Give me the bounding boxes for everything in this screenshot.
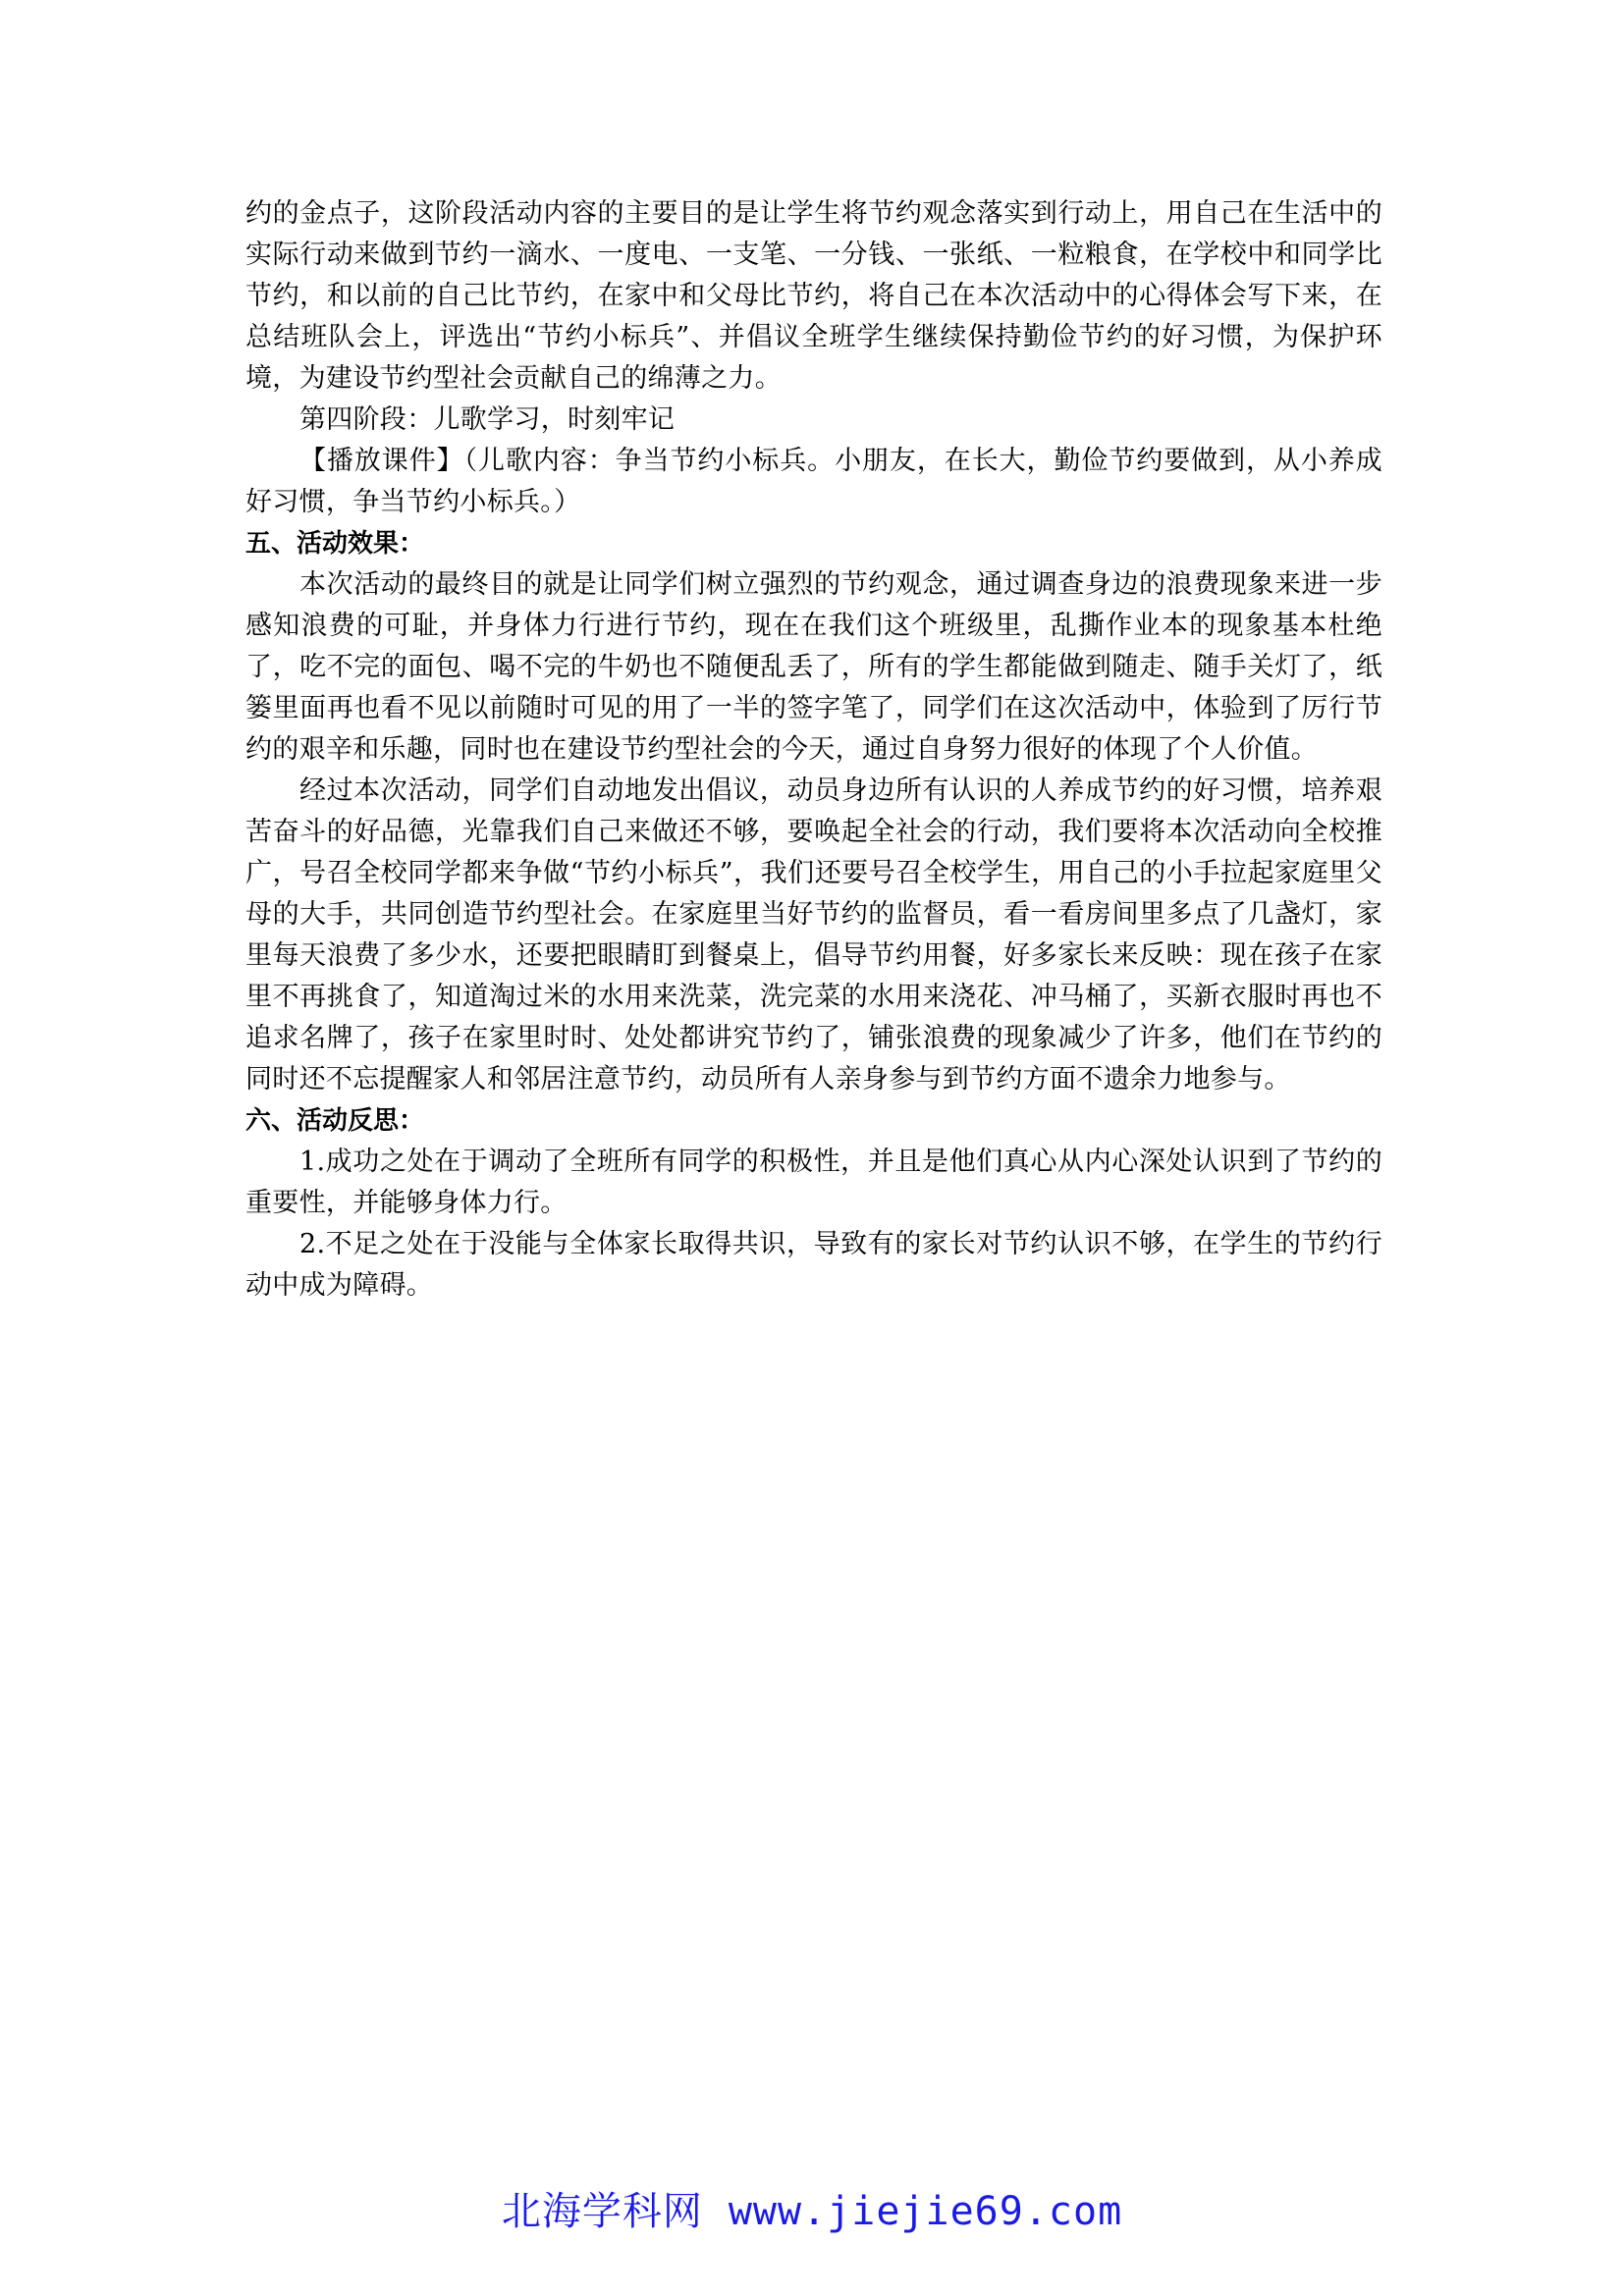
reflection-item-2: 2.不足之处在于没能与全体家长取得共识，导致有的家长对节约认识不够，在学生的节约行动中成为障碍。 xyxy=(245,1229,1382,1301)
effects-paragraph-1: 本次活动的最终目的就是让同学们树立强烈的节约观念，通过调查身边的浪费现象来进一步感知浪费的可耻，并身体力行进行节约，现在在我们这个班级里，乱撕作业本的现象基本杜绝了，吃不完的面包、喝不完的牛奶也不随便乱丢了，所有的学生都能做到随走、随手关灯了，纸篓里面再也看不见以前随时可见的用了一半的签字笔了，同学们在这次活动中，体验到了厉行节约的艰辛和乐趣，同时也在建设节约型社会的今天，通过自身努力很好的体现了个人价值。 xyxy=(245,569,1382,765)
section-heading-reflection: 六、活动反思： xyxy=(245,1106,425,1136)
paragraph-continued: 约的金点子，这阶段活动内容的主要目的是让学生将节约观念落实到行动上，用自己在生活中的实际行动来做到节约一滴水、一度电、一支笔、一分钱、一张纸、一粒粮食，在学校中和同学比节约，和以前的自己比节约，在家中和父母比节约，将自己在本次活动中的心得体会写下来，在总结班队会上，评选出“节约小标兵”、并倡议全班学生继续保持勤俭节约的好习惯，为保护环境，为建设节约型社会贡献自己的绵薄之力。 xyxy=(245,198,1382,394)
footer-site-name: 北海学科网 xyxy=(501,2189,703,2234)
effects-paragraph-2: 经过本次活动，同学们自动地发出倡议，动员身边所有认识的人养成节约的好习惯，培养艰苦奋斗的好品德，光靠我们自己来做还不够，要唤起全社会的行动，我们要将本次活动向全校推广，号召全校同学都来争做“节约小标兵”，我们还要号召全校学生，用自己的小手拉起家庭里父母的大手，共同创造节约型社会。在家庭里当好节约的监督员，看一看房间里多点了几盏灯，家里每天浪费了多少水，还要把眼睛盯到餐桌上，倡导节约用餐，好多家长来反映：现在孩子在家里不再挑食了，知道淘过米的水用来洗菜，洗完菜的水用来浇花、冲马桶了，买新衣服时再也不追求名牌了，孩子在家里时时、处处都讲究节约了，铺张浪费的现象减少了许多，他们在节约的同时还不忘提醒家人和邻居注意节约，动员所有人亲身参与到节约方面不遗余力地参与。 xyxy=(245,775,1382,1095)
section-heading-effects: 五、活动效果： xyxy=(245,529,425,559)
reflection-item-1: 1.成功之处在于调动了全班所有同学的积极性，并且是他们真心从内心深处认识到了节约的重要性，并能够身体力行。 xyxy=(245,1147,1382,1218)
footer-url[interactable]: www.jiejie69.com xyxy=(728,2189,1123,2234)
courseware-paragraph: 【播放课件】（儿歌内容：争当节约小标兵。小朋友，在长大，勤俭节约要做到，从小养成好习惯，争当节约小标兵。） xyxy=(245,446,1382,517)
document-body xyxy=(245,193,1382,1307)
footer-watermark xyxy=(0,2187,1624,2236)
stage-four-title: 第四阶段：儿歌学习，时刻牢记 xyxy=(299,404,676,435)
